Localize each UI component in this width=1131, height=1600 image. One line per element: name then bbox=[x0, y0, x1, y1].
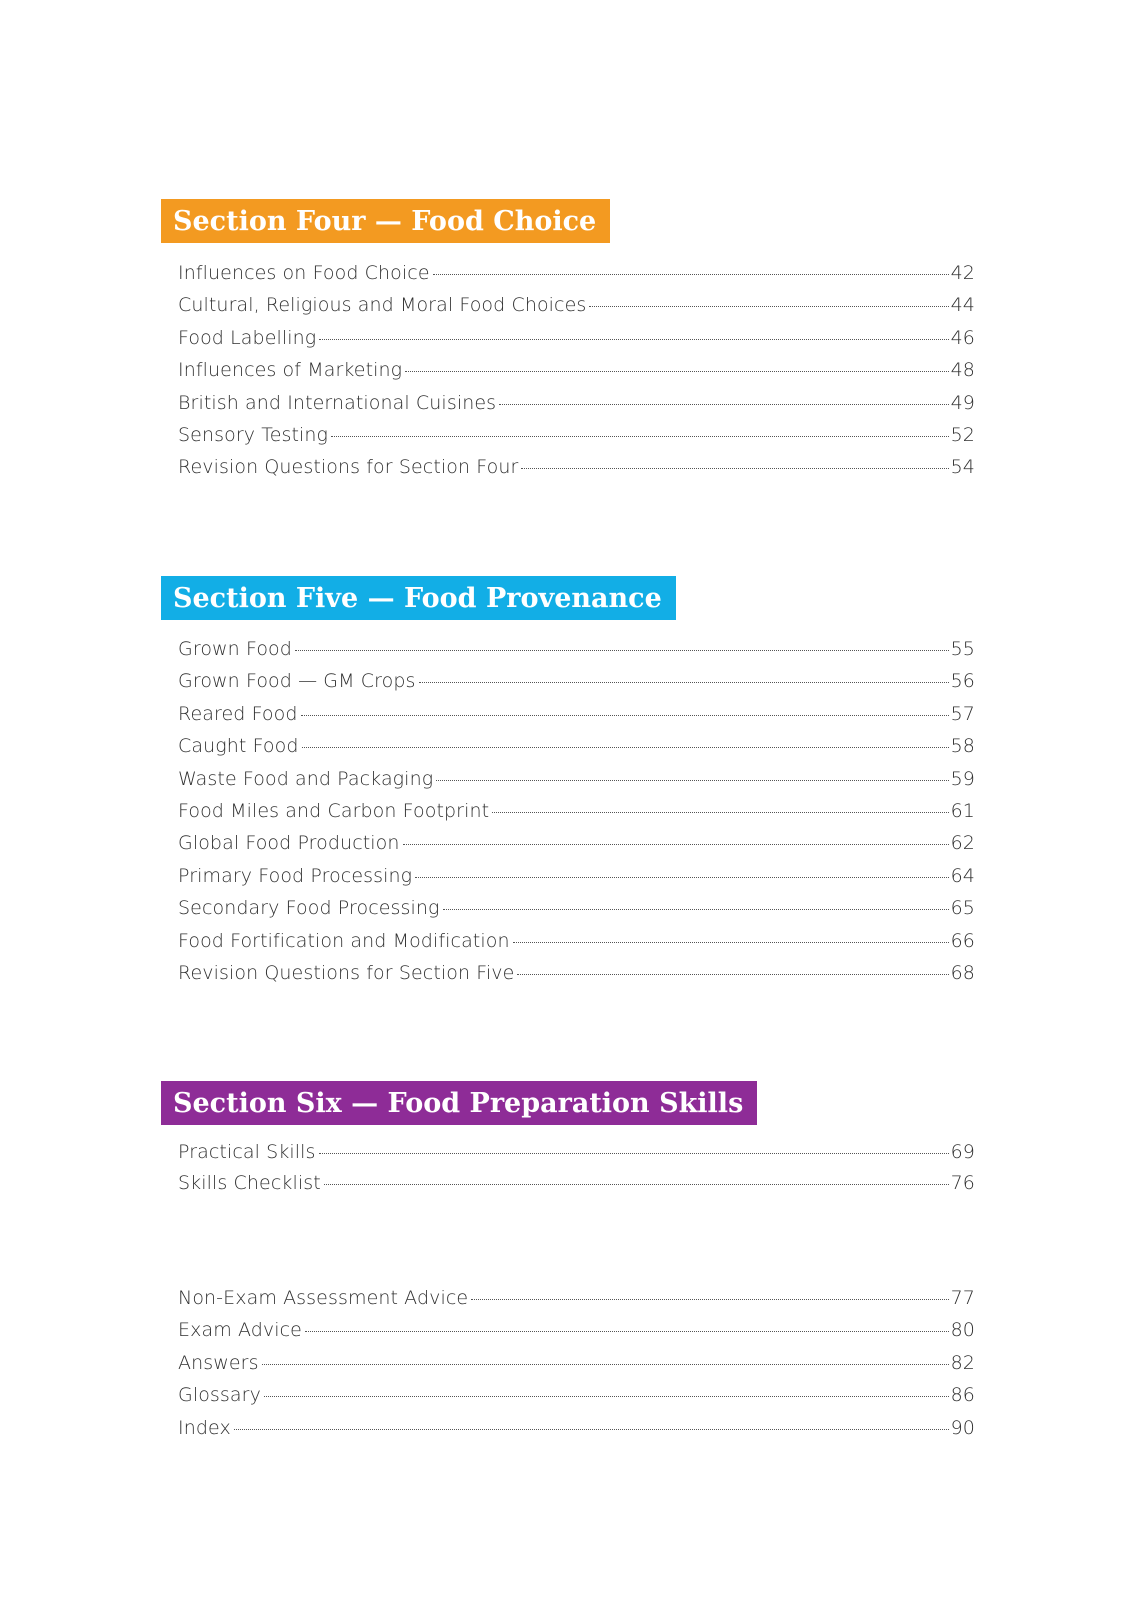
toc-entry[interactable] bbox=[178, 359, 975, 391]
toc-entry-title: Influences of Marketing bbox=[178, 359, 403, 382]
toc-entry[interactable] bbox=[178, 392, 975, 424]
toc-entry-title: Food Fortification and Modification bbox=[178, 929, 510, 952]
toc-entry[interactable] bbox=[178, 962, 975, 994]
toc-entry-page: 82 bbox=[950, 1351, 975, 1374]
toc-entry[interactable] bbox=[178, 1319, 975, 1351]
section-four-contents bbox=[178, 262, 975, 489]
dot-leader bbox=[499, 404, 948, 405]
toc-entry-page: 59 bbox=[950, 767, 975, 790]
dot-leader bbox=[521, 468, 948, 469]
dot-leader bbox=[319, 339, 948, 340]
toc-entry-page: 80 bbox=[950, 1319, 975, 1342]
toc-entry-title: Revision Questions for Section Four bbox=[178, 456, 519, 479]
toc-entry-page: 49 bbox=[950, 391, 975, 414]
dot-leader bbox=[415, 877, 948, 878]
toc-entry-page: 56 bbox=[950, 670, 975, 693]
toc-entry-page: 46 bbox=[950, 326, 975, 349]
toc-entry-title: Waste Food and Packaging bbox=[178, 767, 434, 790]
dot-leader bbox=[331, 436, 949, 437]
toc-entry[interactable] bbox=[178, 294, 975, 326]
dot-leader bbox=[589, 306, 948, 307]
toc-entry-page: 61 bbox=[950, 799, 975, 822]
toc-entry[interactable] bbox=[178, 670, 975, 702]
section-six-contents bbox=[178, 1141, 975, 1203]
toc-entry-page: 76 bbox=[950, 1172, 975, 1194]
dot-leader bbox=[517, 974, 948, 975]
toc-entry-title: Revision Questions for Section Five bbox=[178, 961, 515, 984]
toc-entry-title: Food Miles and Carbon Footprint bbox=[178, 799, 490, 822]
toc-entry-title: Practical Skills bbox=[178, 1141, 316, 1163]
toc-entry-title: Non-Exam Assessment Advice bbox=[178, 1287, 469, 1309]
toc-entry[interactable] bbox=[178, 832, 975, 864]
toc-entry-title: Global Food Production bbox=[178, 832, 400, 855]
toc-entry-page: 55 bbox=[950, 638, 975, 660]
toc-entry-title: Grown Food bbox=[178, 638, 292, 660]
back-matter-contents bbox=[178, 1287, 975, 1449]
toc-entry-title: Glossary bbox=[178, 1384, 261, 1407]
toc-entry[interactable] bbox=[178, 1172, 975, 1203]
dot-leader bbox=[405, 371, 948, 372]
dot-leader bbox=[433, 274, 949, 275]
toc-entry-title: Answers bbox=[178, 1351, 259, 1374]
toc-entry[interactable] bbox=[178, 424, 975, 456]
toc-entry-page: 86 bbox=[950, 1384, 975, 1407]
dot-leader bbox=[324, 1184, 949, 1185]
toc-entry-page: 64 bbox=[950, 864, 975, 887]
toc-entry-page: 68 bbox=[950, 961, 975, 984]
section-six-title: Section Six — Food Preparation Skills bbox=[173, 1087, 744, 1119]
dot-leader bbox=[419, 682, 949, 683]
toc-entry-title: Cultural, Religious and Moral Food Choices bbox=[178, 294, 587, 317]
toc-entry[interactable] bbox=[178, 1352, 975, 1384]
toc-entry[interactable] bbox=[178, 262, 975, 294]
toc-entry-page: 42 bbox=[950, 262, 975, 284]
dot-leader bbox=[443, 909, 949, 910]
section-five-contents bbox=[178, 638, 975, 994]
dot-leader bbox=[234, 1429, 949, 1430]
toc-entry-page: 48 bbox=[950, 359, 975, 382]
toc-entry-page: 52 bbox=[950, 423, 975, 446]
toc-entry-title: Influences on Food Choice bbox=[178, 262, 430, 284]
dot-leader bbox=[264, 1396, 949, 1397]
toc-entry-page: 44 bbox=[950, 294, 975, 317]
toc-entry-title: British and International Cuisines bbox=[178, 391, 497, 414]
dot-leader bbox=[513, 942, 949, 943]
toc-entry[interactable] bbox=[178, 703, 975, 735]
toc-entry-page: 54 bbox=[950, 456, 975, 479]
dot-leader bbox=[295, 650, 949, 651]
section-five-title: Section Five — Food Provenance bbox=[173, 582, 662, 614]
toc-entry-title: Sensory Testing bbox=[178, 423, 329, 446]
toc-entry-title: Exam Advice bbox=[178, 1319, 302, 1342]
toc-entry-page: 77 bbox=[950, 1287, 975, 1309]
toc-entry-title: Skills Checklist bbox=[178, 1172, 321, 1194]
toc-entry[interactable] bbox=[178, 638, 975, 670]
toc-entry[interactable] bbox=[178, 930, 975, 962]
toc-entry-title: Caught Food bbox=[178, 735, 299, 758]
toc-entry-page: 65 bbox=[950, 897, 975, 920]
toc-entry[interactable] bbox=[178, 1417, 975, 1449]
toc-entry[interactable] bbox=[178, 800, 975, 832]
toc-entry-page: 57 bbox=[950, 702, 975, 725]
dot-leader bbox=[471, 1299, 948, 1300]
toc-entry-page: 66 bbox=[950, 929, 975, 952]
toc-entry[interactable] bbox=[178, 735, 975, 767]
toc-entry[interactable] bbox=[178, 327, 975, 359]
toc-entry[interactable] bbox=[178, 1287, 975, 1319]
dot-leader bbox=[436, 780, 948, 781]
toc-entry-title: Reared Food bbox=[178, 702, 298, 725]
toc-entry[interactable] bbox=[178, 865, 975, 897]
dot-leader bbox=[302, 747, 949, 748]
dot-leader bbox=[262, 1364, 949, 1365]
toc-entry[interactable] bbox=[178, 1141, 975, 1172]
toc-entry-page: 90 bbox=[950, 1416, 975, 1439]
dot-leader bbox=[305, 1331, 949, 1332]
toc-entry-title: Secondary Food Processing bbox=[178, 897, 440, 920]
dot-leader bbox=[492, 812, 948, 813]
toc-entry-title: Index bbox=[178, 1416, 231, 1439]
dot-leader bbox=[301, 715, 949, 716]
toc-entry[interactable] bbox=[178, 456, 975, 488]
section-four-header bbox=[161, 199, 610, 243]
toc-entry[interactable] bbox=[178, 897, 975, 929]
toc-entry[interactable] bbox=[178, 1384, 975, 1416]
dot-leader bbox=[319, 1153, 949, 1154]
toc-entry-page: 62 bbox=[950, 832, 975, 855]
toc-entry[interactable] bbox=[178, 768, 975, 800]
toc-entry-page: 69 bbox=[950, 1141, 975, 1163]
section-four-title: Section Four — Food Choice bbox=[173, 205, 597, 237]
toc-entry-title: Food Labelling bbox=[178, 326, 317, 349]
toc-entry-title: Primary Food Processing bbox=[178, 864, 413, 887]
section-five-header bbox=[161, 576, 676, 620]
toc-entry-page: 58 bbox=[950, 735, 975, 758]
section-six-header bbox=[161, 1081, 757, 1125]
dot-leader bbox=[403, 844, 949, 845]
toc-entry-title: Grown Food — GM Crops bbox=[178, 670, 416, 693]
